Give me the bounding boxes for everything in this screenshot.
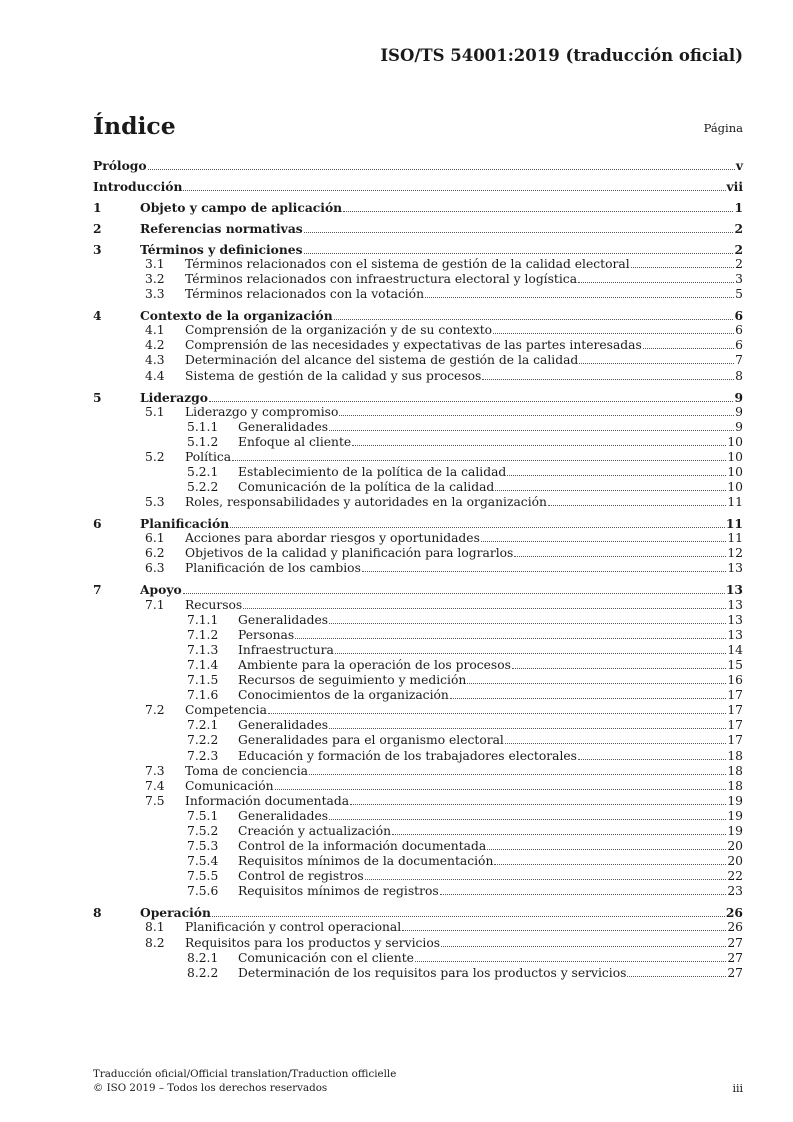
toc-entry-page: 17 [727, 688, 743, 703]
toc-entry-page: 20 [727, 839, 743, 854]
dot-leader [362, 571, 726, 572]
toc-entry-title: Requisitos mínimos de la documentación [238, 854, 494, 869]
toc-entry[interactable] [93, 598, 743, 613]
toc-entry-number: 7 [93, 582, 102, 598]
toc-entry-number: 3.1 [145, 257, 165, 272]
toc-entry[interactable] [93, 839, 743, 854]
toc-entry-number: 3 [93, 241, 102, 257]
toc-entry-title: Requisitos para los productos y servicios [185, 935, 441, 950]
toc-entry[interactable] [93, 884, 743, 899]
toc-entry-page: 2 [735, 257, 743, 272]
dot-leader [304, 253, 734, 254]
toc-entry-title: Liderazgo y compromiso [185, 404, 339, 419]
toc-entry-number: 1 [93, 199, 102, 215]
toc-entry[interactable] [93, 242, 743, 257]
toc-entry[interactable] [93, 405, 743, 420]
toc-entry[interactable] [93, 158, 743, 173]
toc-entry-title: Recursos de seguimiento y medición [238, 673, 467, 688]
toc-entry-number: 8.2 [145, 935, 165, 950]
toc-entry-title: Planificación de los cambios [185, 561, 361, 576]
toc-entry-page: 17 [727, 718, 743, 733]
toc-entry[interactable] [93, 420, 743, 435]
toc-entry-title: Planificación [140, 516, 230, 532]
toc-entry-title: Recursos [185, 597, 243, 612]
dot-leader [425, 297, 734, 298]
toc-entry[interactable] [93, 257, 743, 272]
toc-entry-number: 5.1.2 [187, 434, 219, 449]
toc-entry-number: 7.5.6 [187, 884, 219, 899]
footer-copyright: © ISO 2019 – Todos los derechos reservados [93, 1082, 328, 1094]
dot-leader [350, 804, 726, 805]
dot-leader [512, 668, 726, 669]
toc-entry-number: 4.3 [145, 353, 165, 368]
dot-leader [627, 976, 726, 977]
toc-entry-page: 11 [727, 495, 743, 510]
dot-leader [392, 834, 726, 835]
toc-entry-title: Conocimientos de la organización [238, 688, 449, 703]
footer-translation-note: Traducción oficial/Official translation/Traduction officielle [93, 1068, 397, 1080]
toc-entry-title: Acciones para abordar riesgos y oportunidades [185, 531, 480, 546]
toc-entry[interactable] [93, 531, 743, 546]
toc-entry-title: Términos relacionados con el sistema de gestión de la calidad electoral [185, 257, 630, 272]
toc-entry-number: 7.5.4 [187, 854, 219, 869]
dot-leader [352, 445, 726, 446]
toc-entry-number: 2 [93, 220, 102, 236]
toc-entry-number: 5.3 [145, 495, 165, 510]
toc-entry-title: Competencia [185, 703, 267, 718]
toc-entry-title: Términos relacionados con infraestructura electoral y logística [185, 272, 578, 287]
page-title: Índice [93, 112, 176, 140]
toc-entry-page: 17 [727, 703, 743, 718]
toc-entry[interactable] [93, 516, 743, 531]
dot-leader [578, 759, 726, 760]
toc-entry-number: 7.4 [145, 778, 165, 793]
toc-entry-page: vii [726, 178, 743, 194]
toc-entry[interactable] [93, 221, 743, 236]
toc-entry-number: 5 [93, 389, 102, 405]
dot-leader [230, 527, 725, 528]
toc-entry-title: Planificación y control operacional [185, 920, 402, 935]
toc-entry-number: 8.1 [145, 920, 165, 935]
toc-entry[interactable] [93, 308, 743, 323]
toc-entry-page: 10 [727, 465, 743, 480]
dot-leader [440, 894, 727, 895]
page-column-label: Página [703, 121, 743, 135]
toc-entry-page: 13 [727, 627, 743, 642]
toc-entry-title: Determinación del alcance del sistema de gestión de la calidad [185, 353, 579, 368]
dot-leader [631, 267, 735, 268]
toc-entry-page: 14 [727, 642, 743, 657]
toc-entry-page: 8 [735, 368, 743, 383]
toc-entry[interactable] [93, 561, 743, 576]
dot-leader [494, 864, 726, 865]
dot-leader [365, 879, 727, 880]
toc-entry-number: 7.1.3 [187, 642, 219, 657]
toc-entry-number: 7.1.4 [187, 657, 219, 672]
dot-leader [275, 789, 727, 790]
toc-entry-title: Operación [140, 905, 211, 921]
toc-entry-page: 27 [727, 965, 743, 980]
toc-entry-title: Información documentada [185, 793, 350, 808]
dot-leader [487, 849, 726, 850]
dot-leader [507, 475, 726, 476]
toc-entry-page: 13 [727, 597, 743, 612]
toc-entry-title: Infraestructura [238, 642, 334, 657]
toc-entry-title: Determinación de los requisitos para los productos y servicios [238, 965, 627, 980]
toc-entry-number: 7.2.1 [187, 718, 219, 733]
toc-entry-page: 19 [727, 823, 743, 838]
toc-entry-page: 27 [727, 935, 743, 950]
dot-leader [243, 608, 726, 609]
document-header: ISO/TS 54001:2019 (traducción oficial) [380, 46, 743, 65]
dot-leader [183, 190, 725, 191]
toc-entry[interactable] [93, 287, 743, 302]
dot-leader [295, 638, 726, 639]
toc-entry-title: Política [185, 449, 232, 464]
toc-entry-number: 4.2 [145, 338, 165, 353]
toc-entry[interactable] [93, 824, 743, 839]
toc-entry[interactable] [93, 628, 743, 643]
dot-leader [309, 774, 726, 775]
toc-entry-title: Establecimiento de la política de la calidad [238, 465, 507, 480]
toc-entry[interactable] [93, 272, 743, 287]
toc-entry-title: Creación y actualización [238, 823, 392, 838]
toc-entry-title: Generalidades [238, 612, 329, 627]
toc-entry-title: Enfoque al cliente [238, 434, 352, 449]
toc-entry-page: 18 [727, 748, 743, 763]
toc-entry-number: 7.2.2 [187, 733, 219, 748]
toc-entry-title: Términos relacionados con la votación [185, 287, 424, 302]
dot-leader [450, 698, 727, 699]
toc-entry-number: 6 [93, 516, 102, 532]
toc-entry-number: 5.2.1 [187, 465, 219, 480]
toc-entry-title: Requisitos mínimos de registros [238, 884, 439, 899]
dot-leader [578, 282, 734, 283]
toc-entry-title: Personas [238, 627, 295, 642]
toc-entry[interactable] [93, 869, 743, 884]
dot-leader [268, 713, 726, 714]
toc-entry-page: 20 [727, 854, 743, 869]
toc-entry-number: 8.2.2 [187, 965, 219, 980]
dot-leader [329, 430, 734, 431]
toc-entry-page: 12 [727, 546, 743, 561]
toc-entry[interactable] [93, 658, 743, 673]
toc-entry-page: 13 [727, 561, 743, 576]
dot-leader [481, 541, 726, 542]
toc-entry-page: 2 [734, 220, 743, 236]
toc-entry-title: Comunicación con el cliente [238, 950, 414, 965]
toc-entry-number: 5.2 [145, 449, 165, 464]
toc-entry-number: 7.1.2 [187, 627, 219, 642]
dot-leader [329, 819, 726, 820]
dot-leader [482, 379, 734, 380]
toc-entry-title: Generalidades [238, 419, 329, 434]
toc-entry[interactable] [93, 465, 743, 480]
toc-entry-title: Toma de conciencia [185, 763, 308, 778]
dot-leader [329, 728, 726, 729]
toc-entry[interactable] [93, 582, 743, 597]
toc-entry-title: Roles, responsabilidades y autoridades en la organización [185, 495, 547, 510]
toc-entry-number: 7.1 [145, 597, 165, 612]
toc-entry-number: 7.5.1 [187, 808, 219, 823]
toc-entry-page: 9 [735, 419, 743, 434]
toc-entry-title: Liderazgo [140, 389, 208, 405]
toc-entry[interactable] [93, 369, 743, 384]
toc-entry-page: 9 [735, 404, 743, 419]
dot-leader [402, 930, 726, 931]
toc-entry-page: 11 [727, 531, 743, 546]
toc-entry-title: Generalidades para el organismo electoral [238, 733, 504, 748]
toc-entry-page: 23 [727, 884, 743, 899]
toc-entry-number: 7.2.3 [187, 748, 219, 763]
toc-entry-number: 6.3 [145, 561, 165, 576]
toc-entry-number: 7.1.5 [187, 673, 219, 688]
toc-entry[interactable] [93, 936, 743, 951]
dot-leader [339, 415, 734, 416]
toc-entry-page: 16 [727, 673, 743, 688]
toc-entry-page: 13 [727, 612, 743, 627]
toc-entry-number: 4.4 [145, 368, 165, 383]
toc-entry-title: Sistema de gestión de la calidad y sus procesos [185, 368, 482, 383]
table-of-contents [93, 158, 743, 981]
toc-entry-title: Educación y formación de los trabajadores electorales [238, 748, 577, 763]
toc-entry[interactable] [93, 966, 743, 981]
toc-entry-number: 5.1.1 [187, 419, 219, 434]
toc-entry[interactable] [93, 733, 743, 748]
toc-entry[interactable] [93, 764, 743, 779]
toc-entry-page: 11 [725, 516, 743, 532]
dot-leader [441, 946, 726, 947]
toc-entry[interactable] [93, 323, 743, 338]
toc-entry-title: Comunicación [185, 778, 274, 793]
toc-entry-number: 7.1.1 [187, 612, 219, 627]
toc-entry[interactable] [93, 353, 743, 368]
toc-entry-title: Ambiente para la operación de los procesos [238, 657, 511, 672]
dot-leader [467, 683, 726, 684]
dot-leader [304, 232, 734, 233]
dot-leader [212, 916, 725, 917]
toc-entry[interactable] [93, 179, 743, 194]
toc-entry-title: Comunicación de la política de la calidad [238, 480, 495, 495]
toc-entry[interactable] [93, 951, 743, 966]
toc-entry-title: Contexto de la organización [140, 308, 333, 324]
toc-entry-page: 10 [727, 480, 743, 495]
toc-entry[interactable] [93, 809, 743, 824]
toc-entry-page: 7 [735, 353, 743, 368]
toc-entry-number: 7.5 [145, 793, 165, 808]
toc-entry-title: Comprensión de las necesidades y expectativas de las partes interesadas [185, 338, 642, 353]
toc-entry-page: 9 [734, 389, 743, 405]
toc-entry-number: 8 [93, 905, 102, 921]
toc-entry[interactable] [93, 920, 743, 935]
toc-entry-title: Generalidades [238, 718, 329, 733]
dot-leader [495, 490, 726, 491]
toc-entry[interactable] [93, 390, 743, 405]
toc-entry-page: 26 [727, 920, 743, 935]
dot-leader [148, 169, 735, 170]
toc-entry-title: Comprensión de la organización y de su contexto [185, 323, 493, 338]
toc-entry-page: 6 [735, 323, 743, 338]
toc-entry-page: 15 [727, 657, 743, 672]
toc-entry-page: 10 [727, 434, 743, 449]
toc-entry-page: 22 [727, 869, 743, 884]
toc-entry-title: Términos y definiciones [140, 241, 303, 257]
toc-entry-page: 13 [725, 582, 743, 598]
toc-entry-number: 7.5.3 [187, 839, 219, 854]
toc-entry-title: Introducción [93, 178, 183, 194]
toc-entry[interactable] [93, 779, 743, 794]
dot-leader [183, 593, 725, 594]
toc-entry[interactable] [93, 338, 743, 353]
toc-entry-page: 2 [734, 241, 743, 257]
dot-leader [579, 363, 734, 364]
toc-entry[interactable] [93, 435, 743, 450]
toc-entry[interactable] [93, 749, 743, 764]
dot-leader [329, 623, 726, 624]
toc-entry-title: Prólogo [93, 158, 147, 173]
toc-entry-title: Apoyo [140, 582, 182, 598]
toc-entry-page: 17 [727, 733, 743, 748]
toc-entry[interactable] [93, 854, 743, 869]
dot-leader [493, 333, 734, 334]
toc-entry-page: 26 [725, 905, 743, 921]
toc-entry[interactable] [93, 794, 743, 809]
toc-entry-page: 10 [727, 449, 743, 464]
toc-entry-title: Referencias normativas [140, 220, 303, 236]
toc-entry-page: 18 [727, 778, 743, 793]
toc-entry-number: 7.5.2 [187, 823, 219, 838]
toc-entry-number: 7.2 [145, 703, 165, 718]
dot-leader [343, 211, 733, 212]
toc-entry-title: Objeto y campo de aplicación [140, 199, 343, 215]
toc-entry-number: 7.3 [145, 763, 165, 778]
toc-entry[interactable] [93, 450, 743, 465]
dot-leader [232, 460, 726, 461]
dot-leader [643, 348, 734, 349]
footer-page-number: iii [732, 1082, 743, 1095]
toc-entry-number: 5.2.2 [187, 480, 219, 495]
toc-entry-number: 7.1.6 [187, 688, 219, 703]
toc-entry-number: 7.5.5 [187, 869, 219, 884]
toc-entry-title: Generalidades [238, 808, 329, 823]
toc-entry-number: 5.1 [145, 404, 165, 419]
toc-entry-page: v [735, 158, 743, 173]
toc-entry[interactable] [93, 673, 743, 688]
toc-entry-title: Objetivos de la calidad y planificación para lograrlos [185, 546, 514, 561]
toc-entry-page: 1 [734, 199, 743, 215]
toc-entry-number: 8.2.1 [187, 950, 219, 965]
toc-entry[interactable] [93, 905, 743, 920]
toc-entry[interactable] [93, 613, 743, 628]
toc-entry-page: 6 [735, 338, 743, 353]
toc-entry-number: 4 [93, 308, 102, 324]
toc-entry[interactable] [93, 480, 743, 495]
toc-entry[interactable] [93, 643, 743, 658]
dot-leader [514, 556, 726, 557]
toc-entry-page: 19 [727, 808, 743, 823]
toc-entry-page: 18 [727, 763, 743, 778]
toc-entry[interactable] [93, 688, 743, 703]
toc-entry-number: 3.3 [145, 287, 165, 302]
dot-leader [505, 743, 726, 744]
dot-leader [548, 505, 726, 506]
toc-entry-page: 27 [727, 950, 743, 965]
toc-entry-number: 6.1 [145, 531, 165, 546]
toc-entry-number: 3.2 [145, 272, 165, 287]
toc-entry[interactable] [93, 718, 743, 733]
toc-entry-number: 6.2 [145, 546, 165, 561]
dot-leader [334, 319, 734, 320]
dot-leader [415, 961, 726, 962]
toc-entry-page: 5 [735, 287, 743, 302]
toc-entry[interactable] [93, 546, 743, 561]
dot-leader [335, 653, 727, 654]
toc-entry[interactable] [93, 495, 743, 510]
toc-entry-number: 4.1 [145, 323, 165, 338]
toc-entry-title: Control de registros [238, 869, 364, 884]
toc-entry-page: 6 [734, 308, 743, 324]
toc-entry-title: Control de la información documentada [238, 839, 487, 854]
toc-entry[interactable] [93, 200, 743, 215]
toc-entry-page: 3 [735, 272, 743, 287]
dot-leader [209, 401, 733, 402]
toc-entry[interactable] [93, 703, 743, 718]
toc-entry-page: 19 [727, 793, 743, 808]
